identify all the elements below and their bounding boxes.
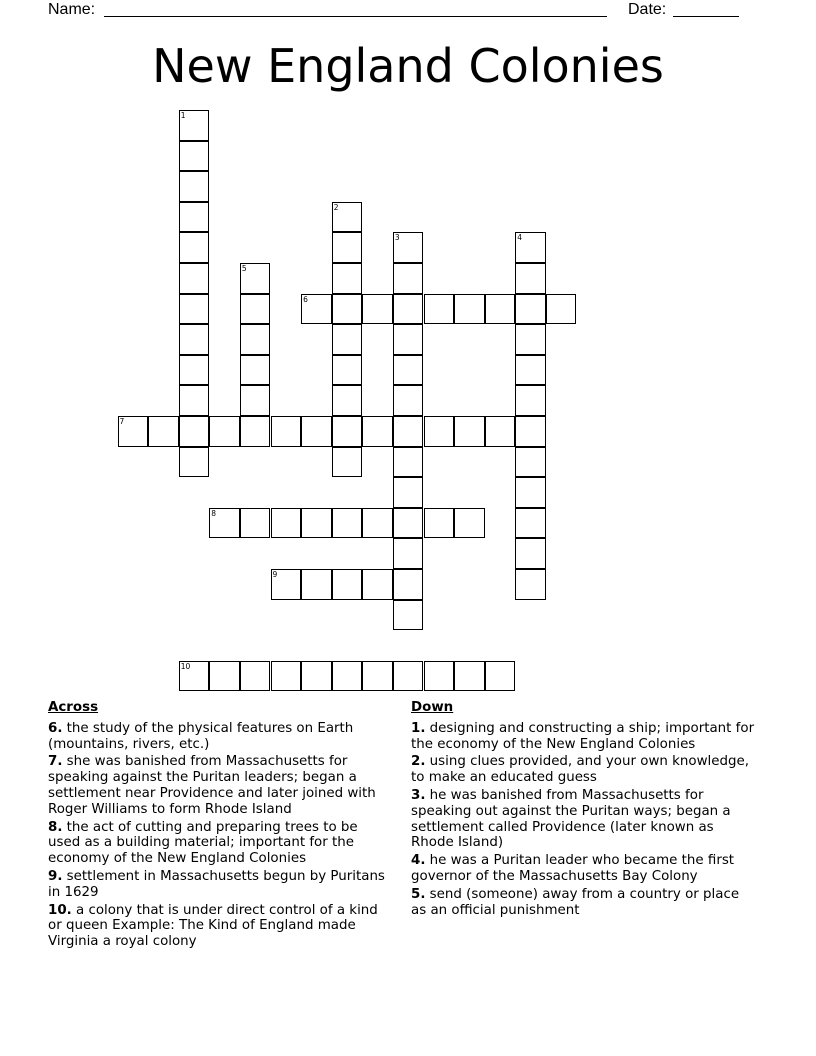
crossword-cell[interactable]: [485, 661, 516, 692]
page-title: New England Colonies: [152, 39, 664, 93]
crossword-cell[interactable]: [393, 508, 424, 539]
crossword-cell[interactable]: [179, 661, 210, 692]
down-clue: [411, 887, 756, 919]
crossword-cell[interactable]: [424, 294, 455, 325]
crossword-cell[interactable]: [179, 141, 210, 172]
crossword-cell[interactable]: [332, 263, 363, 294]
down-clue: [411, 853, 756, 885]
crossword-cell[interactable]: [332, 232, 363, 263]
crossword-cell[interactable]: [301, 569, 332, 600]
crossword-cell[interactable]: [240, 355, 271, 386]
crossword-cell[interactable]: [179, 385, 210, 416]
across-clue: [48, 754, 393, 817]
crossword-cell[interactable]: [393, 263, 424, 294]
crossword-cell[interactable]: [240, 508, 271, 539]
cell-number: 4: [517, 233, 523, 243]
crossword-cell[interactable]: [515, 355, 546, 386]
crossword-cell[interactable]: [332, 569, 363, 600]
crossword-cell[interactable]: [362, 416, 393, 447]
clue-text: he was banished from Massachusetts for speaking out against the Puritan ways; began a settlement called Providence (later known as Rhode Island): [411, 787, 731, 851]
crossword-cell[interactable]: [424, 661, 455, 692]
crossword-cell[interactable]: [332, 508, 363, 539]
clue-number: 2.: [411, 754, 426, 770]
crossword-cell[interactable]: [179, 416, 210, 447]
crossword-cell[interactable]: [393, 324, 424, 355]
clue-number: 7.: [48, 754, 63, 770]
clue-text: he was a Puritan leader who became the first governor of the Massachusetts Bay Colony: [411, 853, 735, 884]
crossword-cell[interactable]: [393, 569, 424, 600]
clue-text: settlement in Massachusetts begun by Puritans in 1629: [48, 868, 385, 900]
crossword-cell[interactable]: [118, 416, 149, 447]
crossword-cell[interactable]: [515, 294, 546, 325]
crossword-cell[interactable]: [179, 171, 210, 202]
crossword-cell[interactable]: [240, 416, 271, 447]
clue-number: 4.: [411, 853, 426, 869]
crossword-cell[interactable]: [179, 263, 210, 294]
crossword-cell[interactable]: [515, 538, 546, 569]
crossword-cell[interactable]: [271, 416, 302, 447]
crossword-cell[interactable]: [485, 294, 516, 325]
crossword-cell[interactable]: [515, 508, 546, 539]
crossword-cell[interactable]: [515, 477, 546, 508]
down-clue: [411, 788, 756, 851]
clue-text: a colony that is under direct control of a kind or queen Example: The Kind of England made Virginia a royal colony: [48, 902, 378, 950]
clue-text: she was banished from Massachusetts for speaking against the Puritan leaders; began a settlement near Providence and later joined with Roger Williams to form Rhode Island: [48, 754, 376, 817]
cell-number: 5: [241, 264, 247, 273]
clue-number: 9.: [48, 868, 63, 884]
date-label: Date:: [628, 1, 667, 18]
clue-text: the act of cutting and preparing trees to be used as a building material; important for the economy of the New England Colonies: [48, 819, 358, 867]
crossword-cell[interactable]: [209, 416, 240, 447]
across-clue: [48, 721, 393, 753]
crossword-cell[interactable]: [209, 661, 240, 692]
crossword-cell[interactable]: [424, 508, 455, 539]
crossword-cell[interactable]: [393, 232, 424, 263]
crossword-cell[interactable]: [179, 232, 210, 263]
crossword-cell[interactable]: [271, 661, 302, 692]
crossword-cell[interactable]: [424, 416, 455, 447]
crossword-cell[interactable]: [332, 385, 363, 416]
clue-number: 1.: [411, 720, 426, 736]
crossword-cell[interactable]: [362, 294, 393, 325]
cell-number: 1: [180, 111, 186, 120]
crossword-cell[interactable]: [454, 294, 485, 325]
clue-text: the study of the physical features on Earth (mountains, rivers, etc.): [48, 720, 354, 752]
crossword-cell[interactable]: [240, 324, 271, 355]
clue-number: 10.: [48, 902, 72, 918]
down-clue: [411, 721, 756, 753]
across-clue: [48, 903, 393, 950]
crossword-cell[interactable]: [240, 263, 271, 294]
cell-number: 10: [180, 661, 191, 671]
crossword-cell[interactable]: [515, 569, 546, 600]
across-clues: [48, 700, 393, 952]
down-clues: [411, 700, 756, 920]
crossword-cell[interactable]: [515, 263, 546, 294]
crossword-cell[interactable]: [454, 508, 485, 539]
across-heading: Across: [48, 700, 99, 715]
crossword-cell[interactable]: [179, 294, 210, 325]
crossword-cell[interactable]: [332, 324, 363, 355]
crossword-cell[interactable]: [393, 538, 424, 569]
crossword-cell[interactable]: [393, 294, 424, 325]
crossword-cell[interactable]: [515, 447, 546, 478]
crossword-cell[interactable]: [179, 202, 210, 233]
cell-number: 2: [333, 202, 339, 212]
cell-number: 3: [394, 233, 400, 243]
cell-number: 9: [272, 570, 278, 579]
crossword-cell[interactable]: [393, 355, 424, 386]
crossword-cell[interactable]: [332, 355, 363, 386]
crossword-cell[interactable]: [454, 416, 485, 447]
crossword-cell[interactable]: [301, 508, 332, 539]
crossword-cell[interactable]: [332, 416, 363, 447]
crossword-cell[interactable]: [301, 294, 332, 325]
crossword-cell[interactable]: [362, 569, 393, 600]
crossword-cell[interactable]: [546, 294, 577, 325]
crossword-cell[interactable]: [454, 661, 485, 692]
crossword-cell[interactable]: [301, 416, 332, 447]
crossword-cell[interactable]: [332, 202, 363, 233]
crossword-cell[interactable]: [209, 508, 240, 539]
crossword-cell[interactable]: [240, 294, 271, 325]
down-clue: [411, 754, 756, 786]
crossword-cell[interactable]: [362, 508, 393, 539]
crossword-cell[interactable]: [271, 569, 302, 600]
clue-number: 8.: [48, 819, 63, 835]
crossword-cell[interactable]: [485, 416, 516, 447]
crossword-cell[interactable]: [515, 416, 546, 447]
clue-number: 5.: [411, 886, 426, 902]
crossword-cell[interactable]: [271, 508, 302, 539]
crossword-cell[interactable]: [179, 355, 210, 386]
down-heading: Down: [411, 700, 454, 715]
crossword-cell[interactable]: [393, 477, 424, 508]
crossword-cell[interactable]: [515, 385, 546, 416]
name-label: Name:: [48, 1, 96, 18]
cell-number: 6: [303, 294, 308, 304]
crossword-cell[interactable]: [393, 661, 424, 692]
crossword-cell[interactable]: [362, 661, 393, 692]
crossword-cell[interactable]: [393, 600, 424, 631]
across-clue: [48, 820, 393, 867]
clue-number: 6.: [48, 720, 63, 736]
clue-number: 3.: [411, 787, 426, 803]
crossword-cell[interactable]: [240, 385, 271, 416]
cell-number: 8: [211, 508, 217, 518]
clue-text: send (someone) away from a country or place as an official punishment: [411, 886, 740, 918]
crossword-cell[interactable]: [179, 447, 210, 478]
crossword-cell[interactable]: [179, 110, 210, 141]
crossword-cell[interactable]: [332, 447, 363, 478]
crossword-cell[interactable]: [393, 416, 424, 447]
crossword-cell[interactable]: [332, 294, 363, 325]
crossword-cell[interactable]: [301, 661, 332, 692]
cell-number: 7: [119, 417, 125, 426]
clue-text: using clues provided, and your own knowledge, to make an educated guess: [411, 754, 749, 786]
crossword-cell[interactable]: [515, 232, 546, 263]
crossword-cell[interactable]: [515, 324, 546, 355]
crossword-cell[interactable]: [148, 416, 179, 447]
clue-text: designing and constructing a ship; important for the economy of the New England Colonies: [411, 720, 755, 752]
crossword-cell[interactable]: [332, 661, 363, 692]
crossword-cell[interactable]: [179, 324, 210, 355]
crossword-cell[interactable]: [393, 385, 424, 416]
across-clue: [48, 869, 393, 901]
crossword-cell[interactable]: [393, 447, 424, 478]
crossword-cell[interactable]: [240, 661, 271, 692]
